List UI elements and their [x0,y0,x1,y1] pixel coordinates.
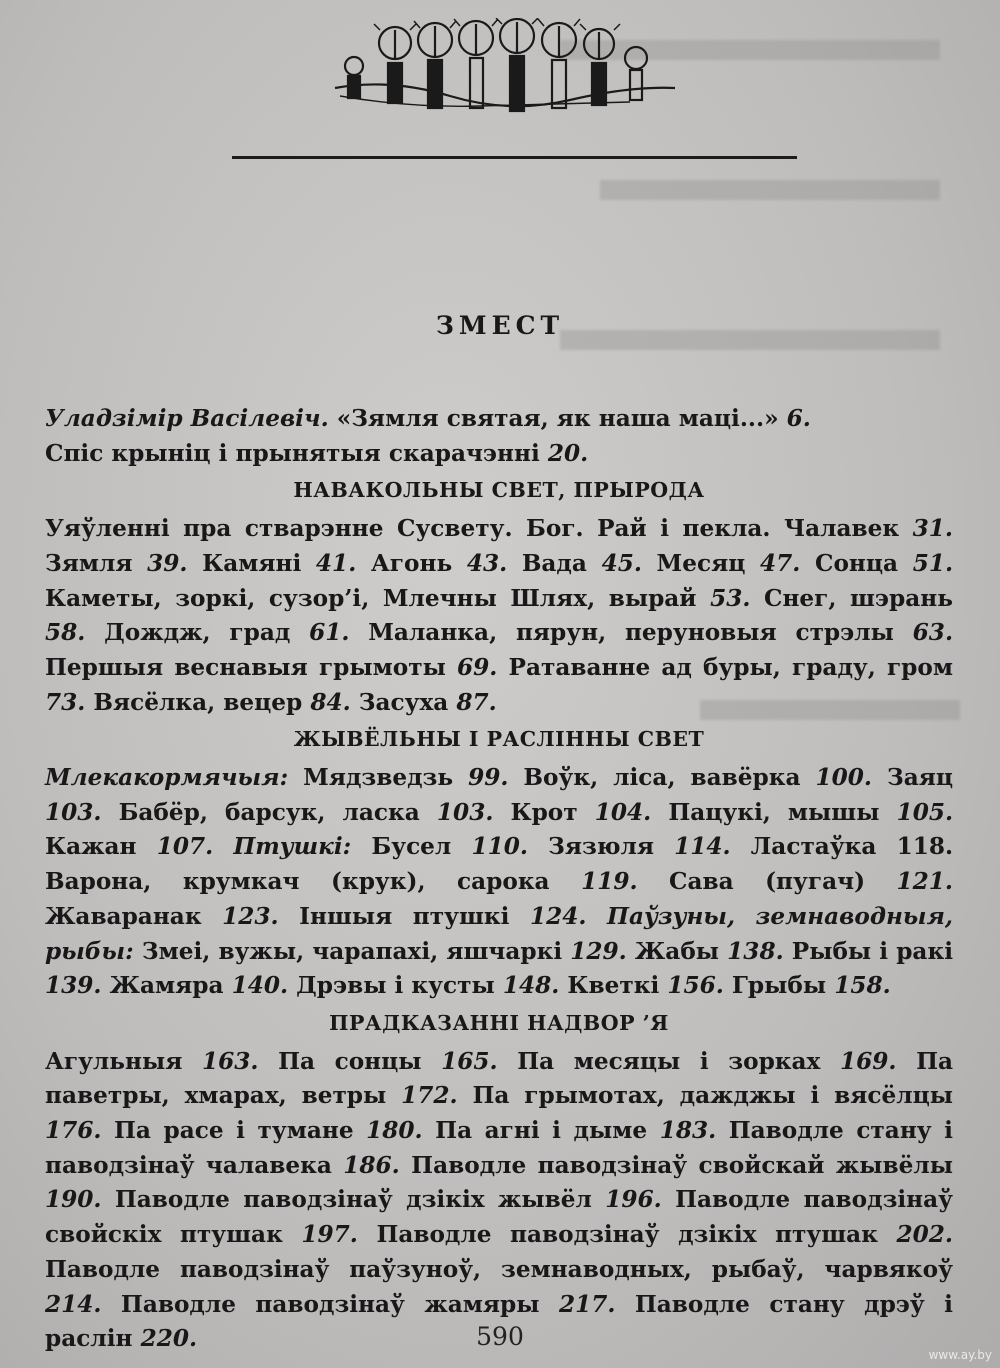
toc-entry-title: Сава (пугач) [669,868,866,896]
toc-entry-title: Паводле стану і паводзінаў чалавека [45,1117,953,1179]
toc-group-label: Птушкі: [233,833,352,861]
toc-entry-page: 104. [594,798,652,826]
toc-entry-title: Засуха [358,688,449,716]
toc-entry [751,833,953,860]
section-heading: НАВАКОЛЬНЫ СВЕТ, ПРЫРОДА [293,478,705,503]
toc-entry-page: 43. [466,549,508,577]
toc-entry-title: Камяні [202,549,302,577]
toc-entry-title: Паводле паводзінаў дзікіх птушак [376,1221,878,1249]
toc-entry-page: 105. [896,798,954,826]
toc-entry-page: 58. [45,619,86,647]
toc-entry [522,550,642,577]
toc-entry-page: 176. [45,1117,102,1145]
toc-entry [45,868,638,895]
toc-entry-page: 138. [727,937,784,965]
toc-entry-page: 63. [912,619,954,647]
toc-entry-title: Вада [521,549,587,577]
toc-entry [45,833,213,860]
toc-entry-page: 53. [710,584,751,612]
intro-sources-page: 20. [547,439,589,467]
toc-entry [371,550,507,577]
toc-entry [668,799,953,826]
section-heading: ЖЫВЁЛЬНЫ І РАСЛІННЫ СВЕТ [293,727,705,752]
toc-entry-title: Па расе і тумане [114,1117,354,1145]
toc-entry-page: 129. [570,937,627,965]
toc-entry-page: 100. [815,764,872,792]
intro-article-page: 6. [786,405,811,432]
toc-entry [523,764,872,791]
toc-entry [548,833,731,860]
section-entries [45,761,953,1004]
toc-entry-page: 163. [201,1047,259,1075]
toc-entry-page: 165. [441,1047,498,1075]
toc-entry-title: Паводле стану дрэў і раслін [45,1290,953,1353]
toc-entry [278,1048,498,1075]
toc-entry-page: 158. [834,972,891,1000]
toc-entry-page: 107. [156,833,214,861]
toc-entry-title: Паводле паводзінаў дзікіх жывёл [114,1186,592,1214]
toc-entry-title: Вясёлка, вецер [93,688,303,716]
toc-entry-title: Агонь [370,549,453,577]
toc-intro [45,402,953,471]
toc-entry-title: Мядзведзь [303,764,454,792]
toc-entry-page: 217. [558,1290,616,1318]
toc-entry-page: 73. [45,688,86,716]
toc-entry-title: Бабёр, барсук, ласка [118,798,420,826]
toc-entry-title: Па паветры, хмарах, ветры [45,1047,953,1110]
toc-entry-page: 197. [301,1221,358,1249]
toc-entry [104,619,349,646]
toc-entry-page: 69. [457,653,498,681]
toc-entry-page: 87. [456,688,497,716]
toc-entry-title: Паводле паводзінаў свойскіх птушак [45,1186,954,1249]
toc-group-label: Млекакормячыя: [45,764,289,792]
toc-entry-page: 202. [896,1221,953,1249]
toc-entry-page: 186. [343,1151,400,1179]
toc-entry-title: Уяўленні пра стварэнне Сусвету. Бог. Рай і пекла. Чалавек [45,515,900,543]
toc-entry-title: Заяц [886,764,953,792]
toc-entry [296,972,559,999]
toc-entry-title: Пацукі, мышы [668,798,880,826]
toc-entry-title: Паводле паводзінаў паўзуноў, земнаводных, рыбаў, чарвякоў [45,1255,953,1283]
toc-entry-title: Зязюля [548,833,654,861]
toc-entry [45,1048,258,1075]
toc-entry-title: Іншыя птушкі [299,902,510,930]
toc-entry-title: Рыбы і ракі [791,937,954,965]
section-entries [45,1045,953,1357]
toc-entry-page: 123. [222,902,279,930]
toc-entry-page: 41. [315,549,357,577]
intro-author: Уладзімір Васілевіч. [45,405,329,432]
toc-entry-title: Паводле паводзінаў жамяры [120,1290,540,1318]
toc-entry-title: Жаваранак [45,902,202,930]
toc-entry [115,1186,662,1213]
toc-entry-title: Грыбы [731,972,827,1000]
toc-entry-page: 51. [912,549,954,577]
toc-entry [732,972,891,999]
toc-entry-page: 148. [502,972,560,1000]
toc-entry-title: Воўк, ліса, вавёрка [523,764,801,792]
toc-entry [202,550,356,577]
toc-entry [114,1117,423,1144]
toc-entry-page: 169. [839,1047,897,1075]
toc-entry-page: 114. [674,833,731,861]
toc-entry-title: Жамяра [109,972,224,1000]
toc-entry-title: Крот [510,798,578,826]
toc-entry-title: Змеі, вужы, чарапахі, яшчаркі [141,937,563,965]
toc-entry [435,1117,716,1144]
toc-entry [93,689,350,716]
intro-sources: Спіс крыніц і прынятыя скарачэнні [45,439,540,467]
toc-entry-page: 47. [760,549,801,577]
toc-entry-title: Маланка, пярун, перуновыя стрэлы [368,619,894,647]
toc-entry-title: Варона, крумкач (крук), сарока [45,868,550,896]
toc-entry-page: 214. [45,1290,102,1318]
toc-entry-page: 31. [912,515,953,543]
toc-entry-page: 103. [436,798,494,826]
toc-entry-page: 156. [667,972,724,1000]
table-of-contents [45,402,953,1357]
toc-entry-title: Жабы [634,937,720,965]
toc-entry [299,903,586,930]
toc-entry-title: Сонца [814,549,899,577]
toc-group-label: Паўзуны, земнаводныя, рыбы: [45,902,953,965]
toc-entry [368,619,953,646]
toc-entry-page: 103. [45,798,102,826]
toc-sections [45,473,953,1357]
toc-entry-title: Першыя веснавыя грымоты [45,653,446,681]
toc-entry [517,1048,896,1075]
toc-entry [233,833,528,860]
toc-entry [45,550,187,577]
toc-entry [110,972,289,999]
toc-entry-title: Каметы, зоркі, сузор’і, Млечны Шлях, вырай [45,584,697,612]
toc-entry-page: 39. [147,549,188,577]
toc-entry-page: 45. [601,549,642,577]
toc-entry [45,515,953,542]
toc-entry [815,550,953,577]
bleed-through-shadow [600,180,940,200]
toc-entry-page: 61. [309,619,350,647]
toc-entry-page: 99. [468,764,509,792]
watermark: www.ay.by [928,1348,992,1362]
toc-entry [567,972,723,999]
toc-entry [635,938,784,965]
toc-entry [376,1221,953,1248]
toc-entry-page: 172. [401,1082,458,1110]
intro-article: «Зямля святая, як наша маці...» [336,405,779,432]
toc-entry [511,799,652,826]
toc-entry [119,799,494,826]
page-title: ЗМЕСТ [435,311,565,340]
toc-entry-page: 190. [45,1186,102,1214]
toc-entry-page: 139. [45,972,102,1000]
toc-entry-title: Кажан [45,833,137,861]
candles-ornament-icon [330,18,685,128]
toc-entry-title: Агульныя [45,1047,183,1075]
toc-entry-title: Кветкі [567,972,660,1000]
divider-rule [232,156,797,159]
toc-entry-page: 183. [659,1117,717,1145]
toc-entry-title: Па агні і дыме [435,1117,648,1145]
toc-entry-title: Зямля [45,549,133,577]
toc-entry-title: Па сонцы [278,1047,422,1075]
section-heading: ПРАДКАЗАННІ НАДВОР ’Я [329,1010,669,1035]
toc-entry-page: 121. [896,868,954,896]
toc-entry-title: Ратаванне ад буры, граду, гром [508,653,954,681]
toc-entry-title: Снег, шэрань [763,584,953,612]
toc-entry [45,903,279,930]
toc-entry-title: Дрэвы і кусты [296,972,495,1000]
toc-entry-title: Месяц [656,549,746,577]
toc-entry-title: Бусел [371,833,452,861]
toc-entry [669,868,953,895]
toc-entry-page: 119. [581,868,638,896]
toc-entry [657,550,801,577]
toc-entry-title: Дождж, град [104,619,291,647]
toc-entry [45,585,750,612]
toc-entry [121,1291,616,1318]
toc-entry-page: 196. [605,1186,662,1214]
page-number: 590 [476,1322,524,1351]
toc-entry [359,689,497,716]
toc-entry-title: Паводле паводзінаў свойскай жывёлы [411,1151,953,1179]
toc-entry-page: 84. [310,688,351,716]
toc-entry-page: 124. [530,902,587,930]
toc-entry-title: Па месяцы і зорках [517,1047,821,1075]
toc-entry [45,764,508,791]
toc-entry-title: Ластаўка 118. [750,833,954,861]
toc-entry-page: 140. [231,972,289,1000]
section-entries [45,512,953,720]
toc-entry-page: 220. [140,1325,198,1353]
toc-entry-page: 110. [471,833,528,861]
toc-entry [45,654,497,681]
toc-entry-page: 180. [366,1117,423,1145]
toc-entry-title: Па грымотах, дажджы і вясёлцы [472,1082,954,1110]
